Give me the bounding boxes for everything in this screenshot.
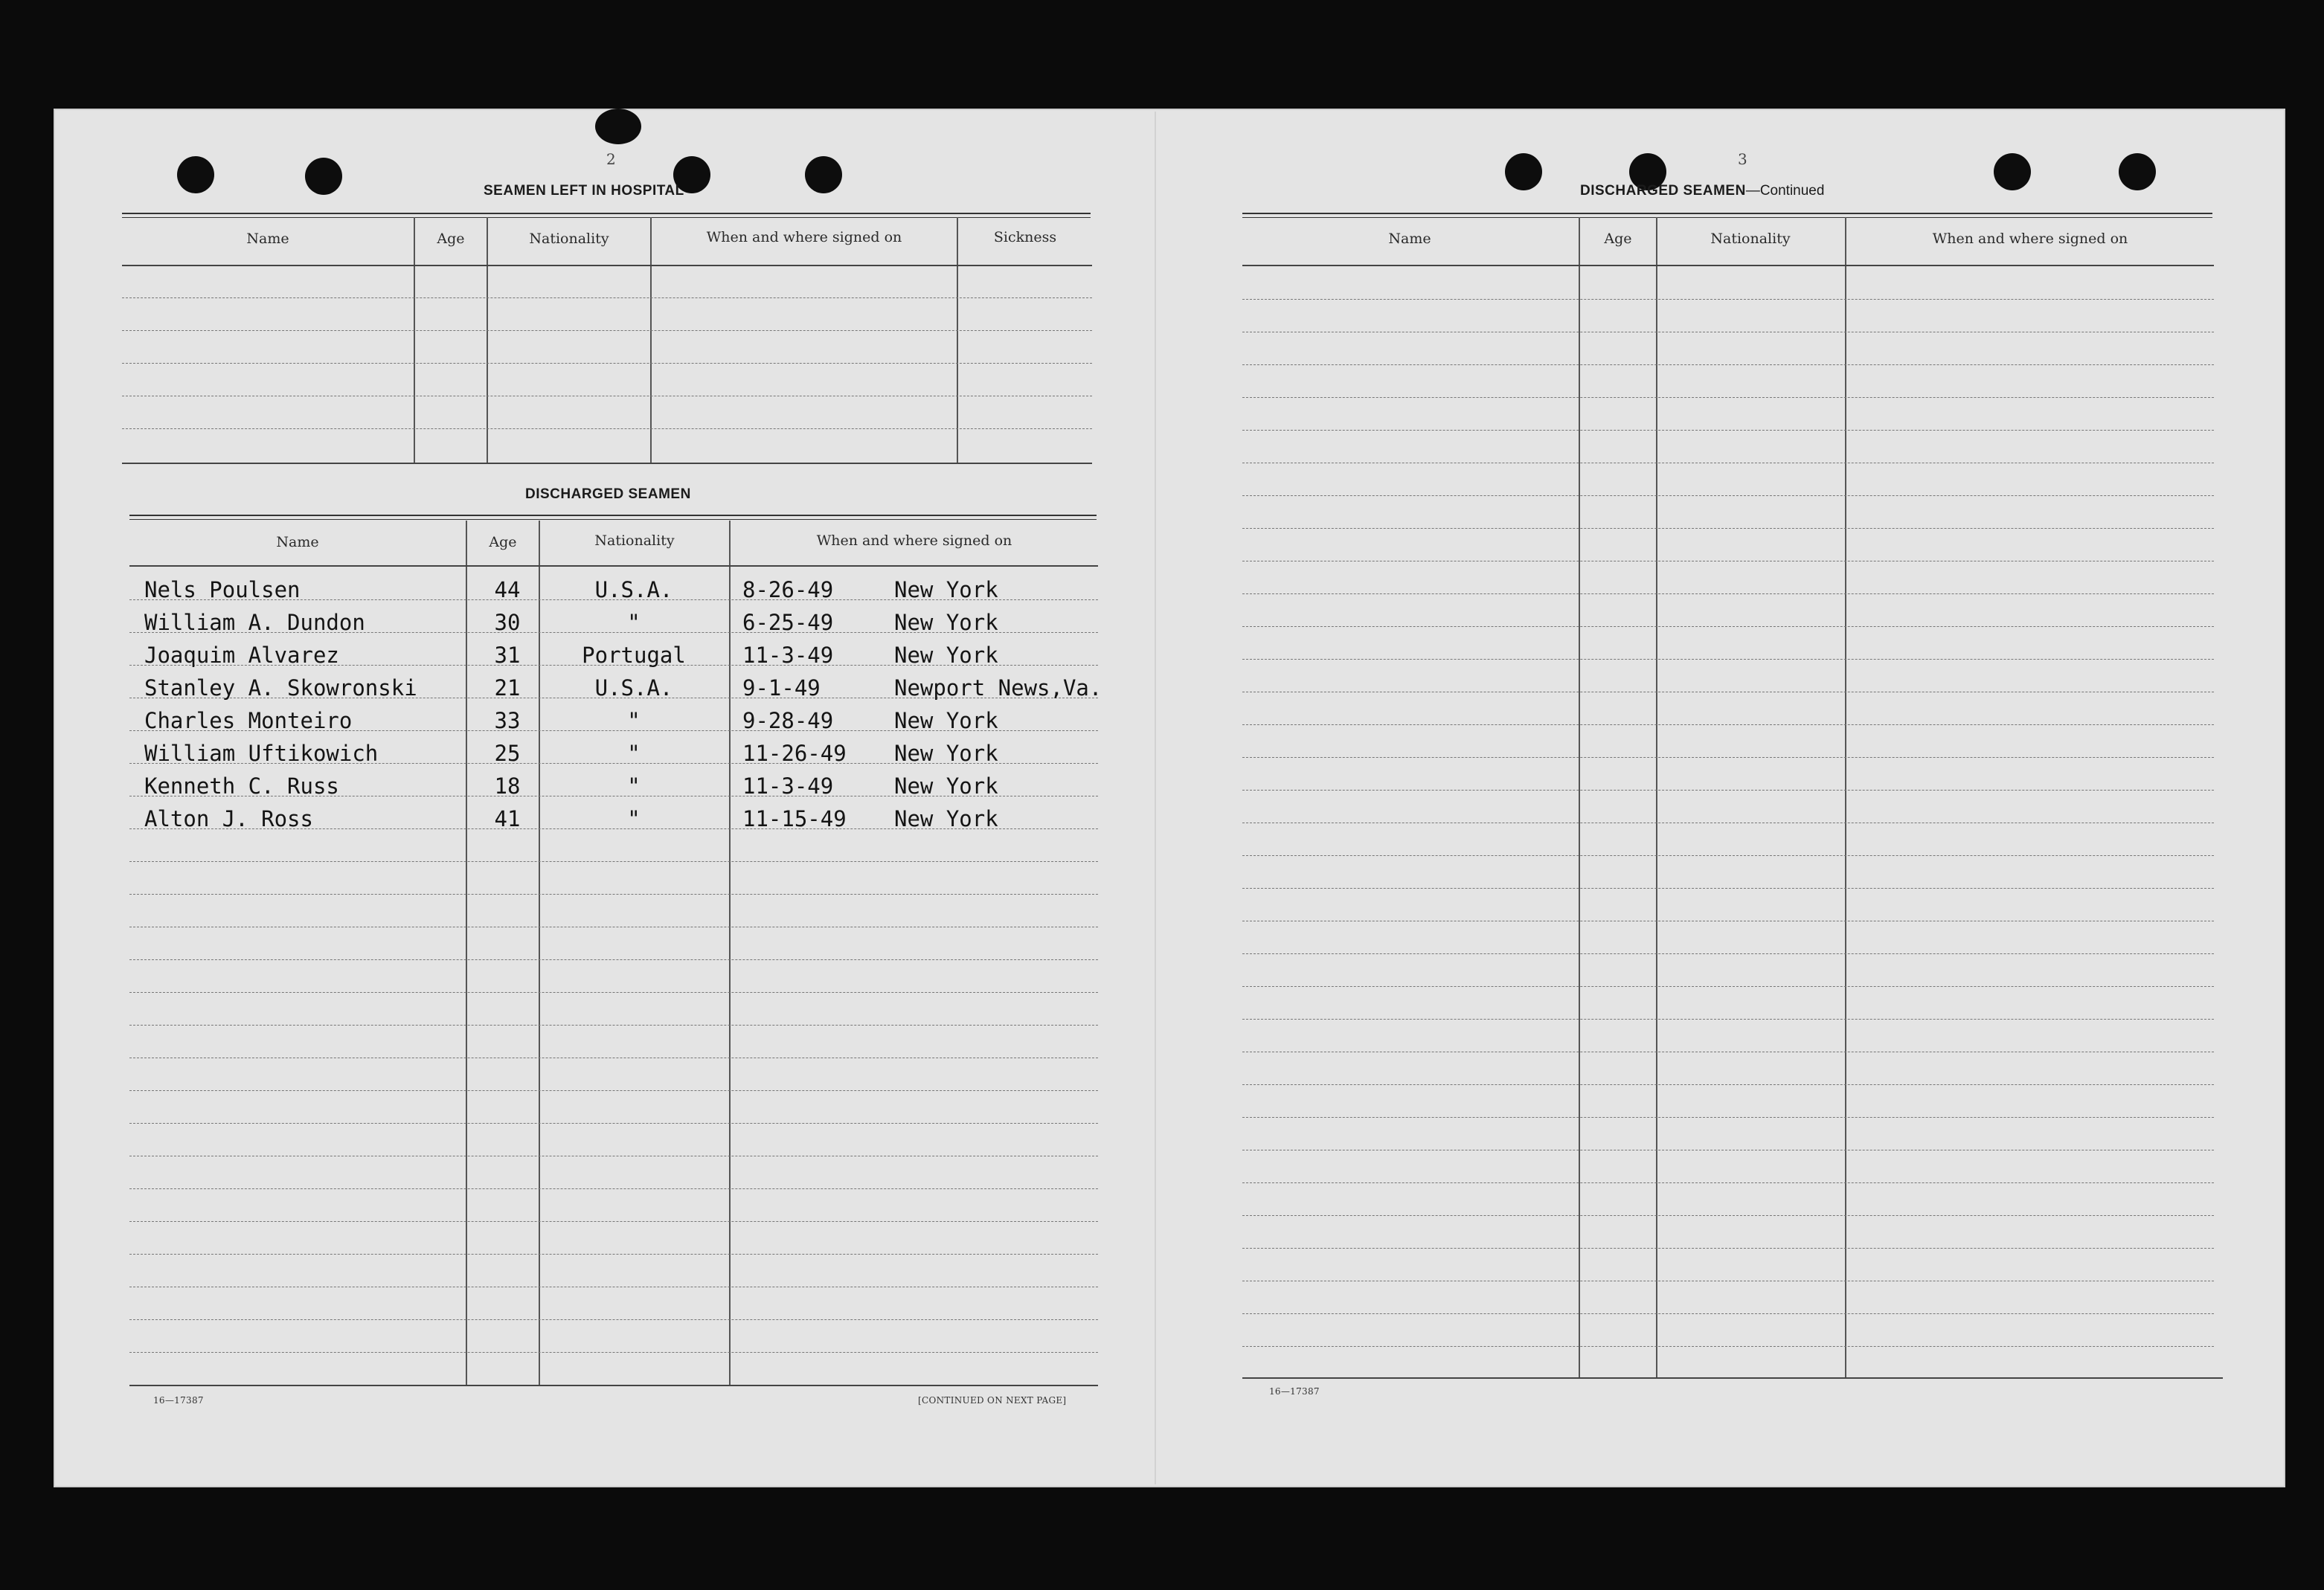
ruled-line: [1242, 299, 2214, 300]
punch-hole: [2119, 153, 2156, 190]
ruled-line: [129, 894, 1098, 895]
ruled-line: [1242, 1019, 2214, 1020]
hospital-col-divider: [414, 217, 415, 463]
punch-hole: [1994, 153, 2031, 190]
ruled-line: [1242, 986, 2214, 987]
discharged-nationality-cell: U.S.A.: [594, 577, 673, 602]
discharged-col-age: Age: [489, 534, 517, 550]
ruled-line: [129, 1090, 1098, 1091]
ruled-line: [1242, 659, 2214, 660]
discharged-name-cell: Charles Monteiro: [144, 708, 353, 733]
ruled-line: [1242, 528, 2214, 529]
hospital-section-title: SEAMEN LEFT IN HOSPITAL: [484, 183, 684, 199]
right-header-rule: [1242, 213, 2212, 218]
discharged-name-cell: William A. Dundon: [144, 610, 365, 635]
right-col-divider: [1845, 217, 1846, 1377]
right-page-title-main: DISCHARGED SEAMEN: [1580, 183, 1746, 199]
right-bottom-rule: [1242, 1377, 2223, 1379]
discharged-place-cell: New York: [894, 806, 998, 831]
ruled-line: [129, 861, 1098, 862]
ruled-line: [129, 1221, 1098, 1222]
page-fold: [1155, 112, 1156, 1484]
hospital-col-divider: [487, 217, 488, 463]
ruled-line: [122, 363, 1092, 364]
discharged-place-cell: New York: [894, 610, 998, 635]
discharged-nationality-cell: Portugal: [582, 643, 686, 668]
right-col-name: Name: [1388, 231, 1431, 247]
discharged-age-cell: 25: [494, 741, 521, 766]
discharged-col-name: Name: [276, 534, 319, 550]
right-col-nationality: Nationality: [1710, 231, 1791, 247]
page-number-left: 2: [606, 150, 616, 168]
ruled-line: [129, 1025, 1098, 1026]
discharged-bottom-rule: [129, 1385, 1098, 1386]
discharged-age-cell: 33: [494, 708, 521, 733]
right-page-title: [1580, 183, 1824, 199]
hospital-header-rule: [122, 213, 1091, 218]
discharged-age-cell: 41: [494, 806, 521, 831]
ruled-line: [122, 428, 1092, 429]
ruled-line: [1242, 1182, 2214, 1183]
discharged-name-cell: Joaquim Alvarez: [144, 643, 339, 668]
ruled-line: [1242, 364, 2214, 365]
discharged-age-cell: 31: [494, 643, 521, 668]
hospital-col-signed-on: When and where signed on: [706, 229, 902, 245]
discharged-place-cell: New York: [894, 643, 998, 668]
ruled-line: [1242, 1248, 2214, 1249]
punch-hole: [805, 156, 842, 193]
discharged-date-cell: 9-28-49: [742, 708, 834, 733]
discharged-date-cell: 9-1-49: [742, 675, 821, 701]
hospital-header-line: [122, 265, 1092, 266]
discharged-nationality-cell: ": [627, 773, 641, 799]
form-number-right: 16—17387: [1269, 1386, 1320, 1397]
ruled-line: [1242, 855, 2214, 856]
ruled-line: [1242, 397, 2214, 398]
hospital-bottom-rule: [122, 463, 1092, 464]
discharged-date-cell: 11-3-49: [742, 643, 834, 668]
discharged-name-cell: Nels Poulsen: [144, 577, 301, 602]
ruled-line: [1242, 430, 2214, 431]
discharged-date-cell: 11-26-49: [742, 741, 847, 766]
discharged-age-cell: 18: [494, 773, 521, 799]
continued-note: [CONTINUED ON NEXT PAGE]: [918, 1395, 1067, 1406]
ruled-line: [1242, 1084, 2214, 1085]
discharged-name-cell: Alton J. Ross: [144, 806, 313, 831]
discharged-age-cell: 30: [494, 610, 521, 635]
discharged-col-divider: [539, 521, 540, 1385]
ruled-line: [1242, 790, 2214, 791]
discharged-nationality-cell: ": [627, 806, 641, 831]
ruled-line: [1242, 1346, 2214, 1347]
discharged-nationality-cell: U.S.A.: [594, 675, 673, 701]
discharged-col-divider: [466, 521, 467, 1385]
ruled-line: [129, 1319, 1098, 1320]
ruled-line: [129, 1188, 1098, 1189]
discharged-nationality-cell: ": [627, 708, 641, 733]
right-col-divider: [1656, 217, 1657, 1377]
ruled-line: [129, 1352, 1098, 1353]
ink-blot: [595, 109, 641, 144]
ruled-line: [1242, 1117, 2214, 1118]
ruled-line: [1242, 626, 2214, 627]
discharged-section-title: DISCHARGED SEAMEN: [525, 486, 691, 502]
hospital-col-nationality: Nationality: [529, 231, 609, 247]
hospital-col-sickness: Sickness: [993, 229, 1057, 245]
discharged-age-cell: 21: [494, 675, 521, 701]
ruled-line: [129, 1254, 1098, 1255]
discharged-date-cell: 6-25-49: [742, 610, 834, 635]
discharged-name-cell: Kenneth C. Russ: [144, 773, 339, 799]
punch-hole: [305, 158, 342, 195]
ruled-line: [122, 297, 1092, 298]
ruled-line: [129, 959, 1098, 960]
discharged-age-cell: 44: [494, 577, 521, 602]
discharged-col-signed-on: When and where signed on: [816, 532, 1012, 549]
right-col-age: Age: [1604, 231, 1632, 247]
hospital-col-age: Age: [437, 231, 465, 247]
ruled-line: [1242, 1215, 2214, 1216]
discharged-col-divider: [729, 521, 731, 1385]
discharged-nationality-cell: ": [627, 610, 641, 635]
discharged-place-cell: New York: [894, 773, 998, 799]
ruled-line: [129, 992, 1098, 993]
hospital-col-divider: [957, 217, 958, 463]
discharged-date-cell: 11-3-49: [742, 773, 834, 799]
punch-hole: [177, 156, 214, 193]
right-col-signed-on: When and where signed on: [1932, 231, 2128, 247]
discharged-place-cell: New York: [894, 577, 998, 602]
discharged-place-cell: Newport News,Va.: [894, 675, 1102, 701]
discharged-place-cell: New York: [894, 708, 998, 733]
ruled-line: [1242, 724, 2214, 725]
discharged-place-cell: New York: [894, 741, 998, 766]
discharged-header-rule: [129, 515, 1097, 520]
discharged-name-cell: William Uftikowich: [144, 741, 379, 766]
ruled-line: [122, 330, 1092, 331]
ruled-line: [1242, 888, 2214, 889]
ruled-line: [1242, 757, 2214, 758]
discharged-nationality-cell: ": [627, 741, 641, 766]
ruled-line: [1242, 495, 2214, 496]
discharged-name-cell: Stanley A. Skowronski: [144, 675, 417, 701]
page-number-right: 3: [1738, 150, 1747, 168]
ruled-line: [1242, 1313, 2214, 1314]
ruled-line: [129, 1123, 1098, 1124]
discharged-header-line: [129, 565, 1098, 567]
hospital-col-name: Name: [246, 231, 289, 247]
right-header-line: [1242, 265, 2214, 266]
punch-hole: [1505, 153, 1542, 190]
discharged-date-cell: 11-15-49: [742, 806, 847, 831]
ruled-line: [1242, 953, 2214, 954]
form-number-left: 16—17387: [153, 1395, 204, 1406]
discharged-col-nationality: Nationality: [594, 532, 675, 549]
right-col-divider: [1579, 217, 1580, 1377]
ruled-line: [1242, 593, 2214, 594]
right-page-title-suffix: —Continued: [1745, 183, 1825, 199]
hospital-col-divider: [650, 217, 652, 463]
discharged-date-cell: 8-26-49: [742, 577, 834, 602]
